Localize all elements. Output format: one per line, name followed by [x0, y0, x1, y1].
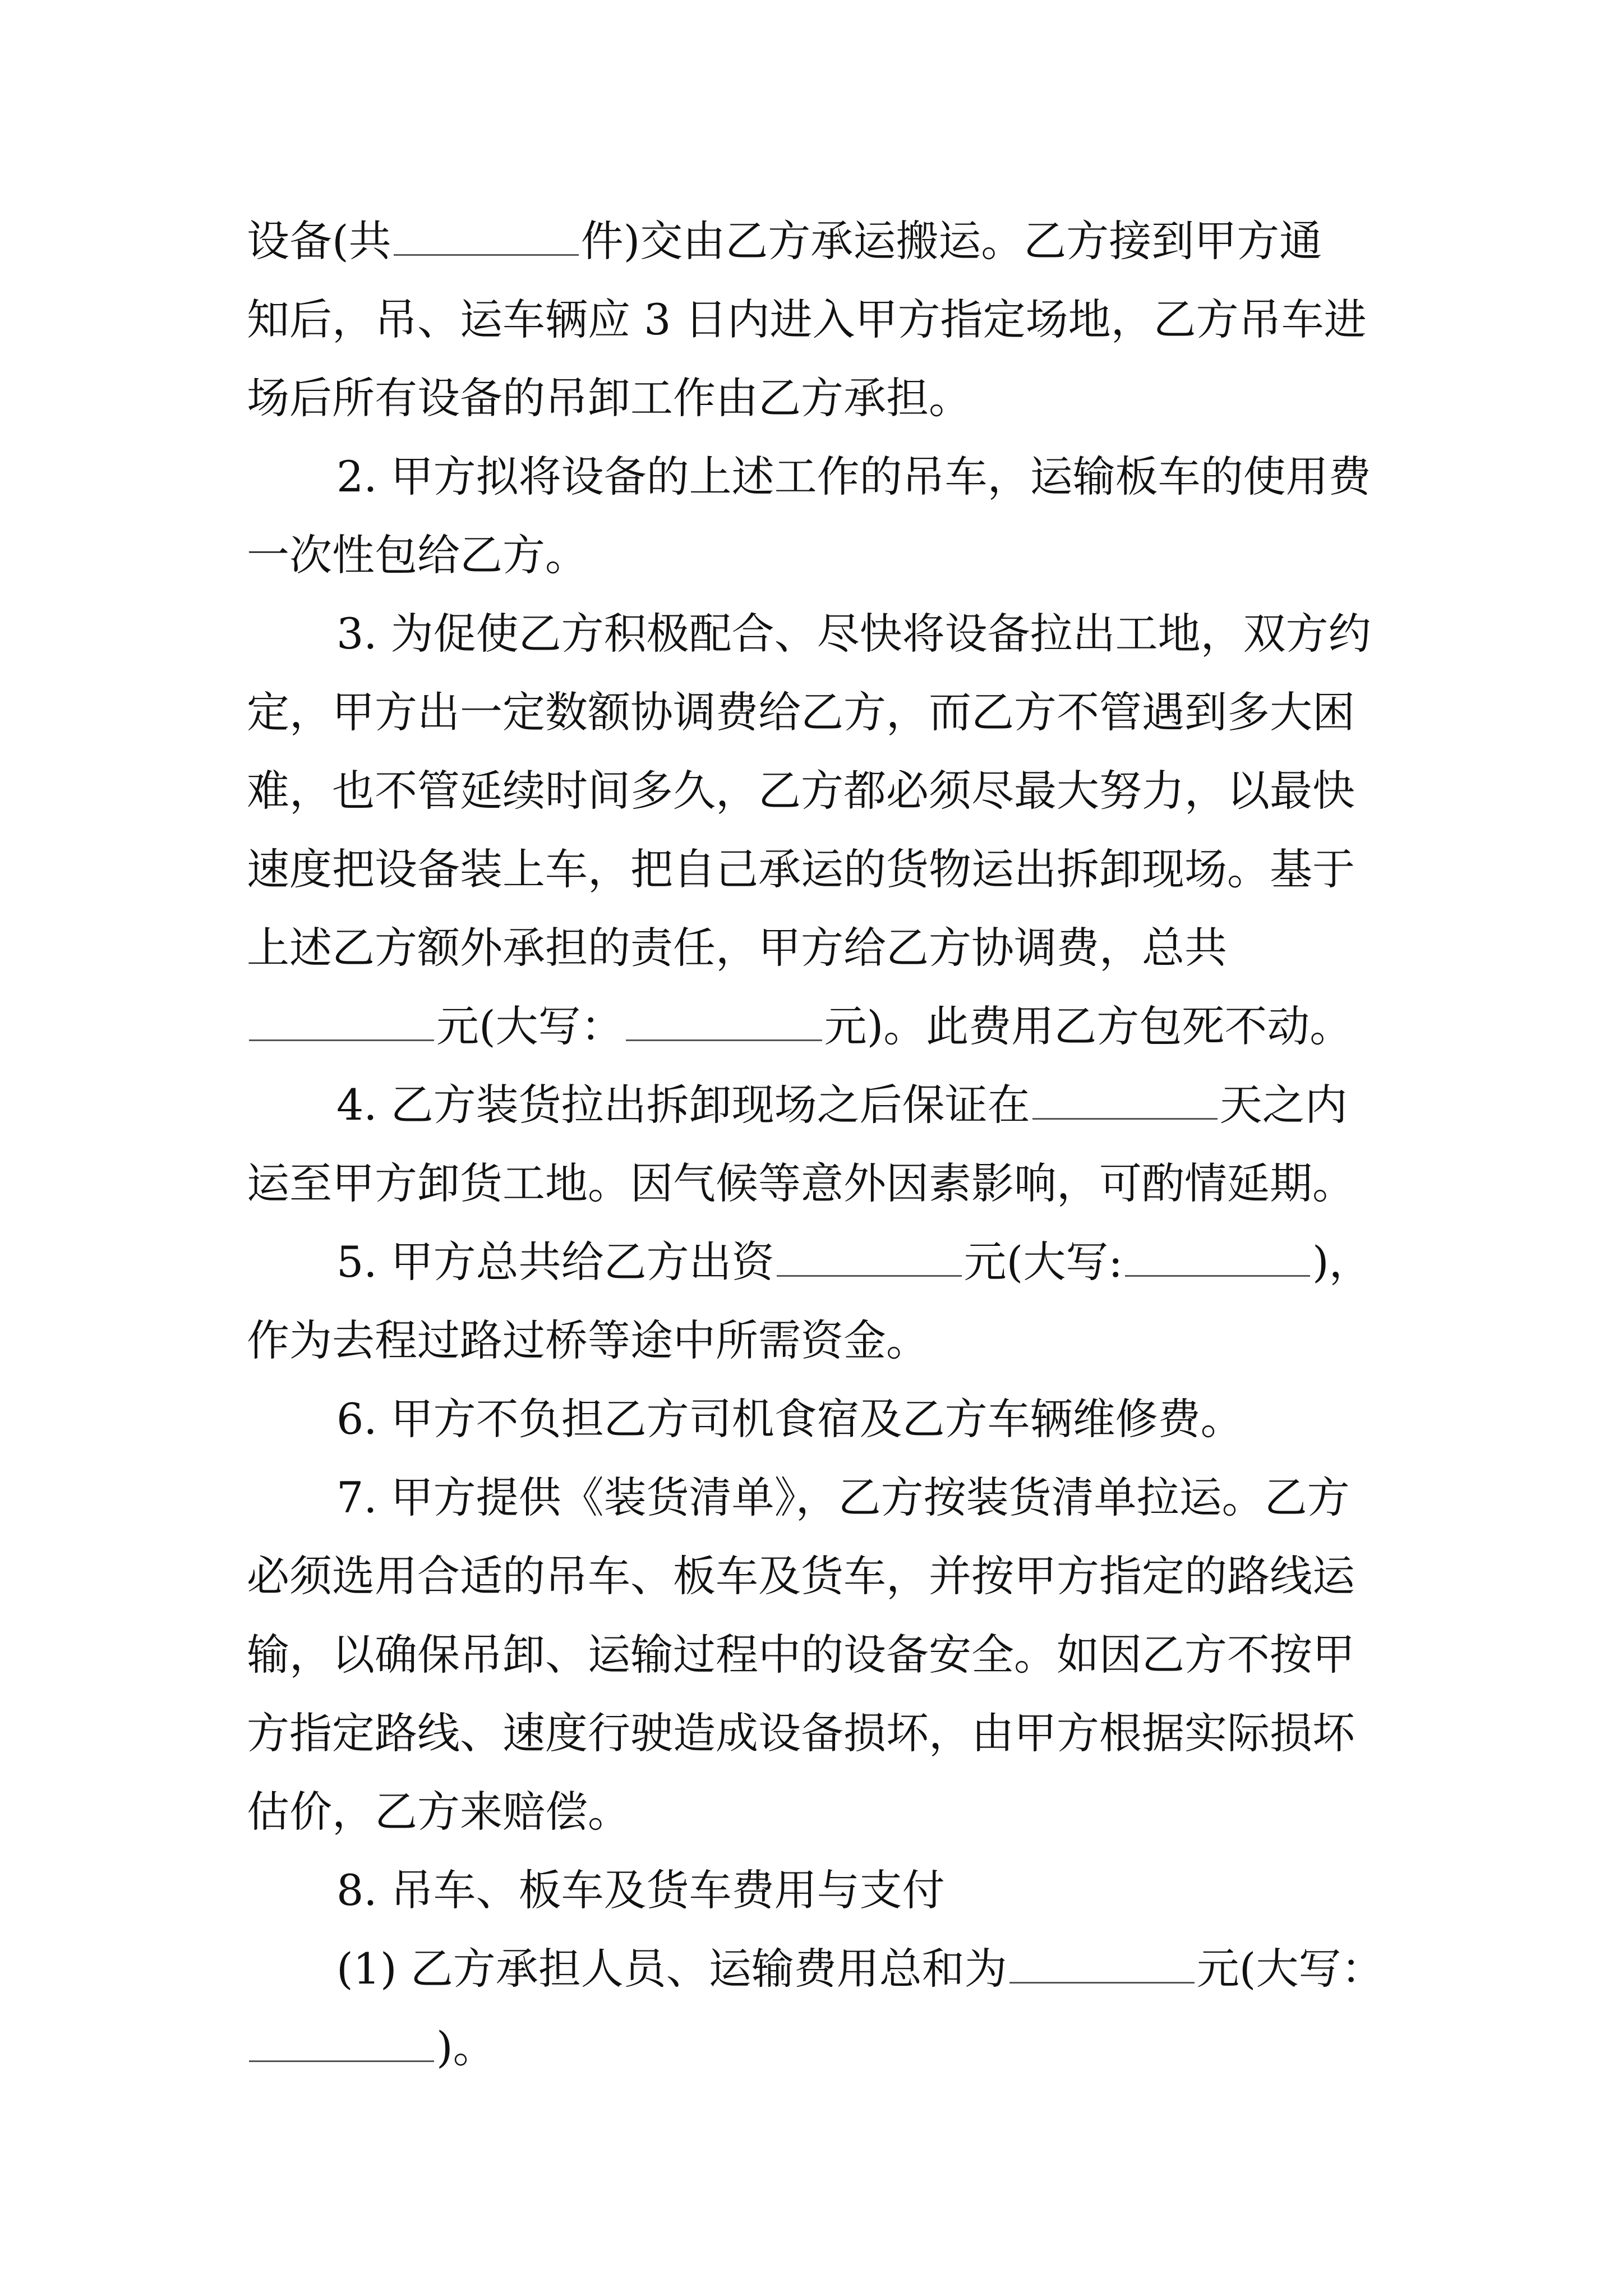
text-segment: 元(大写：	[1196, 1944, 1384, 1994]
clause-8-1	[336, 1941, 1384, 1997]
text-segment: 4. 乙方装货拉出拆卸现场之后保证在	[336, 1080, 1030, 1130]
clause-7: 7. 甲方提供《装货清单》，乙方按装货清单拉运。乙方	[336, 1473, 1350, 1522]
fill-in-blank[interactable]	[1032, 1079, 1218, 1120]
text-line: 作为去程过路过桥等途中所需资金。	[247, 1315, 929, 1365]
clause-8: 8. 吊车、板车及货车费用与支付	[336, 1865, 945, 1915]
text-line: 一次性包给乙方。	[247, 530, 588, 580]
text-line: 方指定路线、速度行驶造成设备损坏，由甲方根据实际损坏	[247, 1708, 1355, 1758]
text-line	[247, 213, 1322, 269]
fill-in-blank[interactable]	[249, 2021, 434, 2062]
clause-4	[336, 1077, 1348, 1133]
text-segment: )，	[1312, 1237, 1372, 1287]
fill-in-blank[interactable]	[1009, 1943, 1195, 1984]
text-segment: 元)。此费用乙方包死不动。	[824, 1001, 1353, 1051]
text-line	[247, 2019, 496, 2076]
clause-5	[336, 1234, 1372, 1290]
text-line: 定，甲方出一定数额协调费给乙方，而乙方不管遇到多大困	[247, 687, 1355, 737]
text-line: 必须选用合适的吊车、板车及货车，并按甲方指定的路线运	[247, 1551, 1355, 1601]
text-segment: 天之内	[1219, 1080, 1348, 1130]
text-segment: 元(大写:	[963, 1237, 1123, 1287]
text-segment: 件)交由乙方承运搬运。乙方接到甲方通	[580, 216, 1322, 266]
clause-2: 2. 甲方拟将设备的上述工作的吊车，运输板车的使用费	[336, 452, 1371, 501]
text-segment: 元(大写：	[436, 1001, 624, 1051]
text-line: 输，以确保吊卸、运输过程中的设备安全。如因乙方不按甲	[247, 1630, 1355, 1680]
text-segment: (1) 乙方承担人员、运输费用总和为	[336, 1944, 1007, 1994]
text-line	[247, 999, 1352, 1055]
fill-in-blank[interactable]	[394, 215, 579, 256]
fill-in-blank[interactable]	[1125, 1236, 1310, 1277]
fill-in-blank[interactable]	[777, 1236, 962, 1277]
text-line: 场后所有设备的吊卸工作由乙方承担。	[247, 373, 971, 423]
text-line: 速度把设备装上车，把自己承运的货物运出拆卸现场。基于	[247, 844, 1355, 894]
text-line: 上述乙方额外承担的责任，甲方给乙方协调费，总共	[247, 923, 1227, 973]
fill-in-blank[interactable]	[626, 1000, 822, 1041]
clause-3: 3. 为促使乙方积极配合、尽快将设备拉出工地，双方约	[336, 609, 1371, 659]
text-segment: 5. 甲方总共给乙方出资	[336, 1237, 774, 1287]
clause-6: 6. 甲方不负担乙方司机食宿及乙方车辆维修费。	[336, 1394, 1243, 1444]
text-segment: 设备(共	[247, 216, 391, 266]
text-line: 估价，乙方来赔偿。	[247, 1787, 630, 1837]
text-line: 知后，吊、运车辆应 3 日内进入甲方指定场地，乙方吊车进	[247, 295, 1367, 344]
text-line: 运至甲方卸货工地。因气候等意外因素影响，可酌情延期。	[247, 1158, 1355, 1208]
text-line: 难，也不管延续时间多久，乙方都必须尽最大努力，以最快	[247, 766, 1355, 816]
text-segment: )。	[436, 2022, 496, 2072]
fill-in-blank[interactable]	[249, 1000, 434, 1041]
